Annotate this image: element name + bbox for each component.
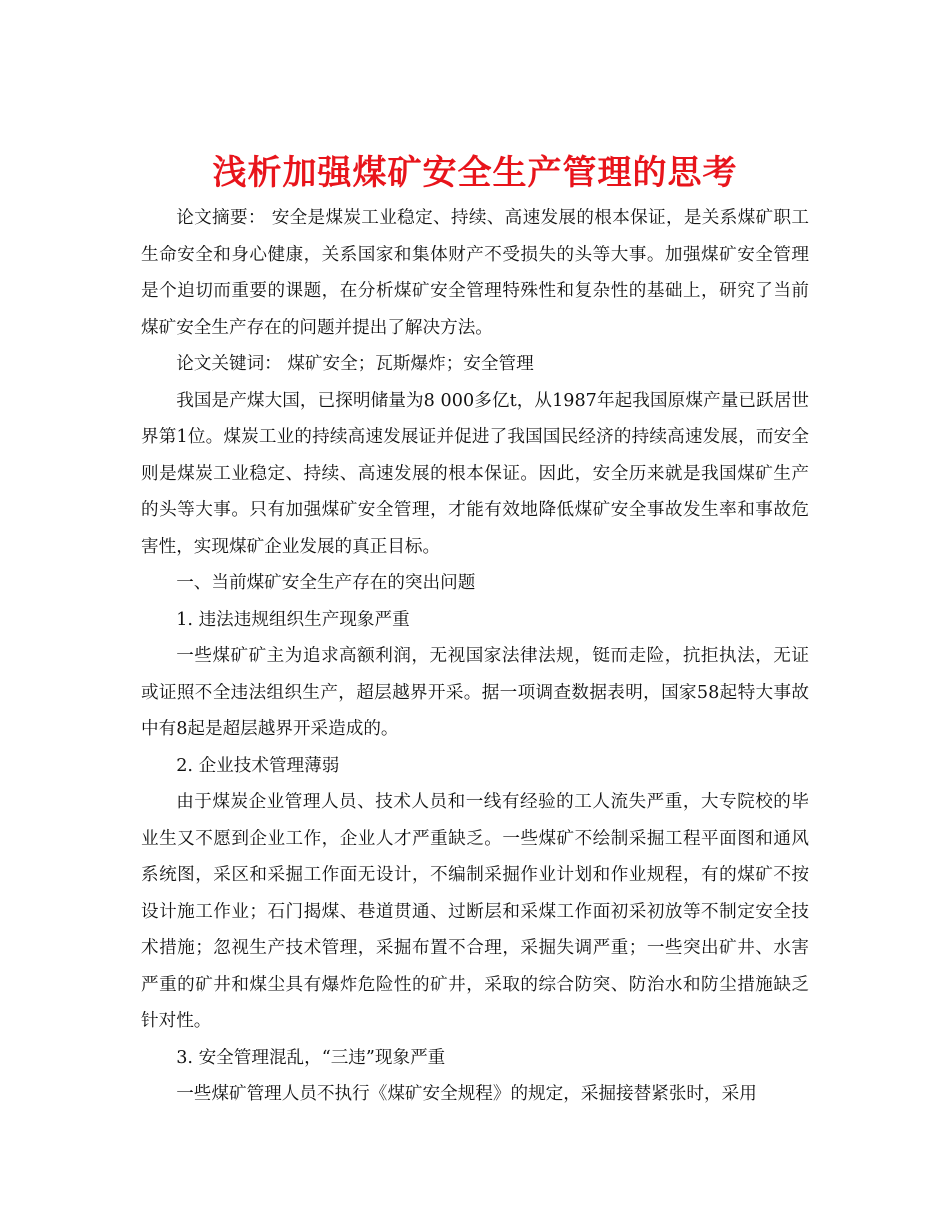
subsection-heading-3: 3. 安全管理混乱，“三违”现象严重 bbox=[176, 1047, 446, 1068]
subsection-body-2: 由于煤炭企业管理人员、技术人员和一线有经验的工人流失严重，大专院校的毕业生又不愿到企业工作，企业人才严重缺乏。一些煤矿不绘制采掘工程平面图和通风系统图，采区和采掘工作面无设计，不编制采掘作业计划和作业规程，有的煤矿不按设计施工作业；石门揭煤、巷道贯通、过断层和采煤工作面初采初放等不制定安全技术措施；忽视生产技术管理，采掘布置不合理，采掘失调严重；一些突出矿井、水害严重的矿井和煤尘具有爆炸危险性的矿井，采取的综合防突、防治水和防尘措施缺乏针对性。 bbox=[141, 792, 809, 1031]
document-body bbox=[141, 200, 809, 1113]
subsection-heading-2: 2. 企业技术管理薄弱 bbox=[176, 755, 340, 776]
document-title: 浅析加强煤矿安全生产管理的思考 bbox=[212, 152, 738, 193]
keywords-line: 论文关键词： 煤矿安全；瓦斯爆炸；安全管理 bbox=[176, 354, 534, 374]
intro-paragraph: 我国是产煤大国，已探明储量为8 000多亿t，从1987年起我国原煤产量已跃居世界第1位。煤炭工业的持续高速发展证并促进了我国国民经济的持续高速发展，而安全则是煤炭工业稳定、持续、高速发展的根本保证。因此，安全历来就是我国煤矿生产的头等大事。只有加强煤矿安全管理，才能有效地降低煤矿安全事故发生率和事故危害性，实现煤矿企业发展的真正目标。 bbox=[141, 390, 809, 557]
subsection-body-1: 一些煤矿矿主为追求高额利润，无视国家法律法规，铤而走险，抗拒执法，无证或证照不全违法组织生产，超层越界开采。据一项调查数据表明，国家58起特大事故中有8起是超层越界开采造成的。 bbox=[141, 646, 809, 739]
abstract-paragraph: 论文摘要： 安全是煤炭工业稳定、持续、高速发展的根本保证，是关系煤矿职工生命安全和身心健康，关系国家和集体财产不受损失的头等大事。加强煤矿安全管理是个迫切而重要的课题，在分析煤矿安全管理特殊性和复杂性的基础上，研究了当前煤矿安全生产存在的问题并提出了解决方法。 bbox=[141, 208, 809, 338]
section-heading-1: 一、当前煤矿安全生产存在的突出问题 bbox=[176, 573, 476, 593]
subsection-body-3: 一些煤矿管理人员不执行《煤矿安全规程》的规定，采掘接替紧张时，采用 bbox=[176, 1084, 757, 1104]
subsection-heading-1: 1. 违法违规组织生产现象严重 bbox=[176, 609, 410, 630]
